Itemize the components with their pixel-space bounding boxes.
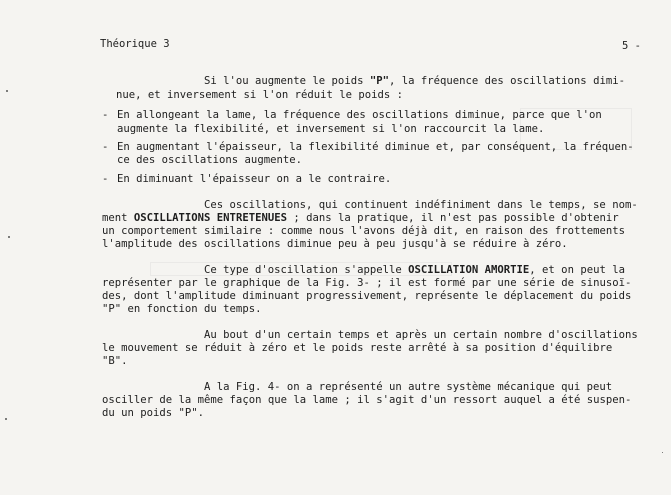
- para2-text: ; dans la pratique, il n'est pas possible d'obtenir: [286, 212, 619, 224]
- paragraph-5-line-2: osciller de la même façon que la lame ; il s'agit d'un ressort auquel a été suspen-: [102, 394, 632, 406]
- term-oscillations-entretenues: OSCILLATIONS ENTRETENUES: [133, 212, 287, 224]
- paragraph-3-line-2: représenter par le graphique de la Fig. 3- ; il est formé par une série de sinusoï-: [102, 277, 632, 289]
- paragraph-4-line-3: "B".: [102, 355, 128, 367]
- para1-weight-label: "P": [369, 75, 389, 87]
- bullet-2-line-2: ce des oscillations augmente.: [117, 154, 302, 166]
- paragraph-1-line-2: nue, et inversement si l'on réduit le poids :: [116, 89, 404, 101]
- bullet-2-line-1: En augmentant l'épaisseur, la flexibilité diminue et, par conséquent, la fréquen-: [117, 141, 634, 153]
- bullet-1-line-2: augmente la flexibilité, et inversement si l'on raccourcit la lame.: [117, 123, 545, 135]
- paragraph-4-line-1: Au bout d'un certain temps et après un certain nombre d'oscillations: [204, 329, 638, 341]
- paper-speck: [5, 418, 7, 420]
- bullet-1-line-1: En allongeant la lame, la fréquence des oscillations diminue, parce que l'on: [117, 109, 602, 121]
- paragraph-1-line-1: [204, 75, 625, 88]
- paragraph-3-line-4: "P" en fonction du temps.: [102, 303, 262, 315]
- paper-speck: [8, 236, 10, 238]
- paragraph-5-line-3: du un poids "P".: [102, 407, 205, 419]
- bullet-dash: -: [102, 109, 109, 121]
- bullet-3-line-1: En diminuant l'épaisseur on a le contraire.: [117, 173, 392, 185]
- bullet-dash: -: [102, 141, 109, 153]
- page-number: 5 -: [622, 40, 641, 52]
- para2-text: ment: [102, 212, 134, 224]
- para1-text: , la fréquence des oscillations dimi-: [388, 75, 625, 87]
- paragraph-2-line-1: Ces oscillations, qui continuent indéfiniment dans le temps, se nom-: [204, 199, 638, 211]
- paragraph-2-line-3: un comportement similaire : comme nous l'avons déjà dit, en raison des frottements: [102, 225, 625, 237]
- section-title: Théorique 3: [100, 38, 170, 50]
- paragraph-3-line-3: des, dont l'amplitude diminuant progressivement, représente le déplacement du poids: [102, 290, 632, 302]
- para3-text: Ce type d'oscillation s'appelle: [204, 264, 409, 276]
- paragraph-5-line-1: A la Fig. 4- on a représenté un autre système mécanique qui peut: [204, 381, 613, 393]
- para1-text: Si l'ou augmente le poids: [204, 75, 370, 87]
- paper-speck: [6, 90, 8, 92]
- paragraph-3-line-1: [204, 264, 625, 277]
- para3-text: , et on peut la: [529, 264, 625, 276]
- paragraph-4-line-2: le mouvement se réduit à zéro et le poids reste arrêté à sa position d'équilibre: [102, 342, 613, 354]
- paragraph-2-line-4: l'amplitude des oscillations diminue peu à peu jusqu'à se réduire à zéro.: [102, 238, 568, 250]
- term-oscillation-amortie: OSCILLATION AMORTIE: [408, 264, 530, 276]
- paper-speck: [662, 452, 663, 453]
- paragraph-2-line-2: [102, 212, 619, 225]
- bullet-dash: -: [102, 173, 109, 185]
